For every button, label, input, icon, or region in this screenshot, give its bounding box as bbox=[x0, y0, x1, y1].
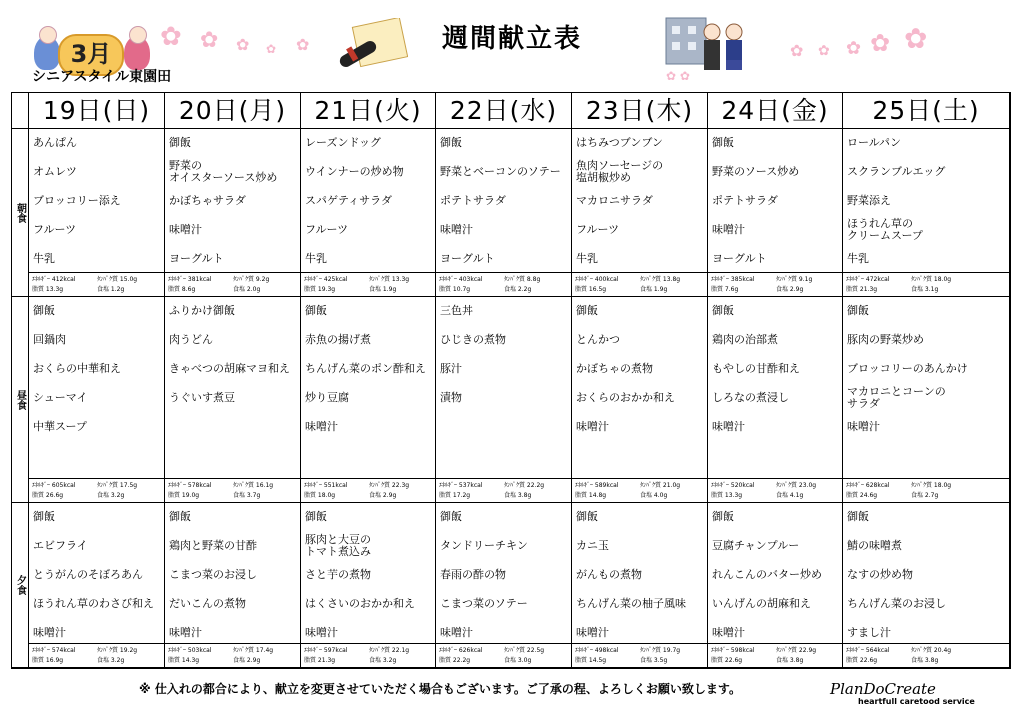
nutrition-info bbox=[436, 478, 571, 502]
nutrition-protein: ﾀﾝﾊﾟｸ質 17.4g bbox=[233, 647, 274, 654]
meal-label: 昼食 bbox=[12, 297, 29, 503]
menu-item: 牛乳 bbox=[576, 252, 598, 265]
menu-item: 御飯 bbox=[847, 304, 869, 317]
nutrition-energy: ｴﾈﾙｷﾞｰ 551kcal bbox=[304, 482, 348, 489]
menu-item: ちんげん菜の柚子風味 bbox=[576, 597, 686, 610]
nutrition-fat: 脂質 21.3g bbox=[846, 286, 878, 293]
menu-item: 御飯 bbox=[440, 510, 462, 523]
nutrition-protein: ﾀﾝﾊﾟｸ質 22.3g bbox=[369, 482, 410, 489]
menu-item: ヨーグルト bbox=[712, 252, 767, 265]
nutrition-salt: 食塩 3.8g bbox=[776, 657, 804, 664]
menu-item: 御飯 bbox=[305, 304, 327, 317]
month-label: 3月 bbox=[58, 34, 124, 76]
nutrition-salt: 食塩 1.2g bbox=[97, 286, 125, 293]
menu-item: ヨーグルト bbox=[169, 252, 224, 265]
menu-item: いんげんの胡麻和え bbox=[712, 597, 811, 610]
nutrition-info bbox=[436, 643, 571, 667]
nutrition-fat: 脂質 26.6g bbox=[32, 492, 64, 499]
nutrition-info bbox=[301, 478, 435, 502]
nutrition-protein: ﾀﾝﾊﾟｸ質 16.1g bbox=[233, 482, 274, 489]
nutrition-energy: ｴﾈﾙｷﾞｰ 425kcal bbox=[304, 276, 348, 283]
nutrition-energy: ｴﾈﾙｷﾞｰ 472kcal bbox=[846, 276, 890, 283]
menu-item: シューマイ bbox=[33, 391, 88, 404]
sakura-icon: ✿ bbox=[296, 35, 310, 54]
nutrition-energy: ｴﾈﾙｷﾞｰ 626kcal bbox=[439, 647, 483, 654]
nutrition-fat: 脂質 14.8g bbox=[575, 492, 607, 499]
menu-item: ほうれん草の クリームスープ bbox=[847, 217, 923, 242]
nutrition-protein: ﾀﾝﾊﾟｸ質 8.8g bbox=[504, 276, 541, 283]
nutrition-fat: 脂質 22.6g bbox=[846, 657, 878, 664]
menu-item: 御飯 bbox=[576, 510, 598, 523]
nutrition-fat: 脂質 17.2g bbox=[439, 492, 471, 499]
menu-cell bbox=[708, 129, 843, 297]
nutrition-info bbox=[708, 643, 842, 667]
sakura-icon: ✿ bbox=[904, 22, 928, 55]
nutrition-energy: ｴﾈﾙｷﾞｰ 385kcal bbox=[711, 276, 755, 283]
nutrition-fat: 脂質 14.5g bbox=[575, 657, 607, 664]
menu-cell bbox=[301, 129, 436, 297]
menu-item: ほうれん草のわさび和え bbox=[33, 597, 154, 610]
nutrition-info bbox=[843, 272, 1009, 296]
menu-item: 味噌汁 bbox=[576, 420, 609, 433]
nutrition-protein: ﾀﾝﾊﾟｸ質 22.5g bbox=[504, 647, 545, 654]
table-corner bbox=[12, 93, 29, 129]
menu-item: さと芋の煮物 bbox=[305, 568, 371, 581]
menu-item: 御飯 bbox=[712, 304, 734, 317]
menu-item: かぼちゃサラダ bbox=[169, 194, 246, 207]
day-header: 20日(月) bbox=[165, 93, 301, 129]
menu-item: 漬物 bbox=[440, 391, 462, 404]
nutrition-protein: ﾀﾝﾊﾟｸ質 13.8g bbox=[640, 276, 681, 283]
menu-item: ブロッコリーのあんかけ bbox=[847, 362, 968, 375]
nutrition-salt: 食塩 2.9g bbox=[776, 286, 804, 293]
nutrition-protein: ﾀﾝﾊﾟｸ質 21.0g bbox=[640, 482, 681, 489]
nutrition-energy: ｴﾈﾙｷﾞｰ 403kcal bbox=[439, 276, 483, 283]
nutrition-info bbox=[708, 478, 842, 502]
menu-item: 味噌汁 bbox=[305, 420, 338, 433]
menu-item: 赤魚の揚げ煮 bbox=[305, 333, 371, 346]
menu-item: ふりかけ御飯 bbox=[169, 304, 235, 317]
nutrition-protein: ﾀﾝﾊﾟｸ質 9.1g bbox=[776, 276, 813, 283]
nutrition-fat: 脂質 22.6g bbox=[711, 657, 743, 664]
nutrition-fat: 脂質 16.5g bbox=[575, 286, 607, 293]
menu-item: 御飯 bbox=[712, 510, 734, 523]
menu-item: なすの炒め物 bbox=[847, 568, 913, 581]
menu-item: 御飯 bbox=[169, 136, 191, 149]
nutrition-protein: ﾀﾝﾊﾟｸ質 23.0g bbox=[776, 482, 817, 489]
menu-cell bbox=[843, 129, 1010, 297]
menu-item: 御飯 bbox=[440, 136, 462, 149]
menu-item: 魚肉ソーセージの 塩胡椒炒め bbox=[576, 159, 664, 184]
nutrition-info bbox=[29, 272, 164, 296]
menu-item: あんぱん bbox=[33, 136, 77, 149]
menu-item: 豚肉と大豆の トマト煮込み bbox=[305, 533, 371, 558]
menu-cell bbox=[301, 297, 436, 503]
nutrition-protein: ﾀﾝﾊﾟｸ質 9.2g bbox=[233, 276, 270, 283]
sakura-icon: ✿ bbox=[790, 41, 804, 60]
nutrition-energy: ｴﾈﾙｷﾞｰ 589kcal bbox=[575, 482, 619, 489]
menu-item: フルーツ bbox=[33, 223, 77, 236]
nutrition-energy: ｴﾈﾙｷﾞｰ 578kcal bbox=[168, 482, 212, 489]
nutrition-salt: 食塩 3.8g bbox=[504, 492, 532, 499]
menu-item: 味噌汁 bbox=[712, 626, 745, 639]
sakura-icon: ✿ bbox=[200, 28, 219, 53]
menu-item: レーズンドッグ bbox=[305, 136, 382, 149]
nutrition-fat: 脂質 19.0g bbox=[168, 492, 200, 499]
nutrition-energy: ｴﾈﾙｷﾞｰ 400kcal bbox=[575, 276, 619, 283]
menu-cell bbox=[29, 503, 165, 668]
nutrition-info bbox=[572, 478, 707, 502]
menu-item: うぐいす煮豆 bbox=[169, 391, 235, 404]
menu-item: きゃべつの胡麻マヨ和え bbox=[169, 362, 290, 375]
menu-item: 牛乳 bbox=[33, 252, 55, 265]
menu-item: ブロッコリー添え bbox=[33, 194, 121, 207]
day-header: 23日(木) bbox=[572, 93, 708, 129]
menu-cell bbox=[165, 503, 301, 668]
menu-item: しろなの煮浸し bbox=[712, 391, 789, 404]
nutrition-protein: ﾀﾝﾊﾟｸ質 22.9g bbox=[776, 647, 817, 654]
menu-item: 御飯 bbox=[712, 136, 734, 149]
menu-item: 野菜の オイスターソース炒め bbox=[169, 159, 278, 184]
meal-label: 夕食 bbox=[12, 503, 29, 668]
nutrition-energy: ｴﾈﾙｷﾞｰ 412kcal bbox=[32, 276, 76, 283]
menu-cell bbox=[29, 129, 165, 297]
graduation-students-icon bbox=[662, 12, 752, 82]
menu-item: とんかつ bbox=[576, 333, 620, 346]
menu-cell bbox=[29, 297, 165, 503]
nutrition-info bbox=[301, 643, 435, 667]
sakura-icon: ✿ bbox=[846, 38, 862, 59]
menu-item: 御飯 bbox=[305, 510, 327, 523]
page-title: 週間献立表 bbox=[441, 24, 582, 54]
nutrition-fat: 脂質 8.6g bbox=[168, 286, 196, 293]
menu-item: とうがんのそぼろあん bbox=[33, 568, 143, 581]
menu-item: マカロニとコーンの サラダ bbox=[847, 385, 946, 410]
nutrition-fat: 脂質 18.0g bbox=[304, 492, 336, 499]
menu-item: 味噌汁 bbox=[440, 223, 473, 236]
menu-cell bbox=[708, 297, 843, 503]
menu-cell bbox=[165, 129, 301, 297]
nutrition-protein: ﾀﾝﾊﾟｸ質 13.3g bbox=[369, 276, 410, 283]
nutrition-energy: ｴﾈﾙｷﾞｰ 597kcal bbox=[304, 647, 348, 654]
nutrition-energy: ｴﾈﾙｷﾞｰ 598kcal bbox=[711, 647, 755, 654]
nutrition-protein: ﾀﾝﾊﾟｸ質 15.0g bbox=[97, 276, 138, 283]
nutrition-info bbox=[165, 643, 300, 667]
menu-item: こまつ菜のお浸し bbox=[169, 568, 257, 581]
menu-cell bbox=[436, 503, 572, 668]
menu-item: 豚肉の野菜炒め bbox=[847, 333, 924, 346]
day-header: 19日(日) bbox=[29, 93, 165, 129]
nutrition-energy: ｴﾈﾙｷﾞｰ 503kcal bbox=[168, 647, 212, 654]
nutrition-energy: ｴﾈﾙｷﾞｰ 574kcal bbox=[32, 647, 76, 654]
facility-name: シニアスタイル東園田 bbox=[32, 69, 172, 85]
menu-item: 御飯 bbox=[33, 510, 55, 523]
nutrition-fat: 脂質 16.9g bbox=[32, 657, 64, 664]
menu-item: 味噌汁 bbox=[847, 420, 880, 433]
nutrition-info bbox=[165, 478, 300, 502]
sakura-icon: ✿ bbox=[160, 22, 182, 52]
nutrition-salt: 食塩 3.8g bbox=[911, 657, 939, 664]
menu-item: おくらのおかか和え bbox=[576, 391, 675, 404]
nutrition-salt: 食塩 4.1g bbox=[776, 492, 804, 499]
nutrition-fat: 脂質 24.6g bbox=[846, 492, 878, 499]
menu-item: 中華スープ bbox=[33, 420, 87, 433]
menu-item: ポテトサラダ bbox=[712, 194, 778, 207]
menu-item: 野菜のソース炒め bbox=[712, 165, 800, 178]
nutrition-protein: ﾀﾝﾊﾟｸ質 18.0g bbox=[911, 276, 952, 283]
menu-item: 味噌汁 bbox=[712, 420, 745, 433]
menu-item: ウインナーの炒め物 bbox=[305, 165, 404, 178]
menu-item: ちんげん菜のポン酢和え bbox=[305, 362, 426, 375]
nutrition-protein: ﾀﾝﾊﾟｸ質 20.4g bbox=[911, 647, 952, 654]
day-header: 22日(水) bbox=[436, 93, 572, 129]
menu-item: 御飯 bbox=[576, 304, 598, 317]
menu-item: 味噌汁 bbox=[169, 626, 202, 639]
nutrition-info bbox=[301, 272, 435, 296]
menu-item: 味噌汁 bbox=[305, 626, 338, 639]
nutrition-protein: ﾀﾝﾊﾟｸ質 19.2g bbox=[97, 647, 138, 654]
menu-item: 味噌汁 bbox=[440, 626, 473, 639]
nutrition-protein: ﾀﾝﾊﾟｸ質 17.5g bbox=[97, 482, 138, 489]
nutrition-salt: 食塩 3.2g bbox=[97, 492, 125, 499]
menu-item: 炒り豆腐 bbox=[305, 391, 349, 404]
menu-item: 野菜とベーコンのソテー bbox=[440, 165, 561, 178]
menu-item: フルーツ bbox=[305, 223, 349, 236]
nutrition-fat: 脂質 7.6g bbox=[711, 286, 739, 293]
menu-item: フルーツ bbox=[576, 223, 620, 236]
menu-cell bbox=[572, 129, 708, 297]
nutrition-info bbox=[436, 272, 571, 296]
menu-item: エビフライ bbox=[33, 539, 88, 552]
menu-item: 豚汁 bbox=[440, 362, 462, 375]
menu-item: カニ玉 bbox=[576, 539, 609, 552]
page-header bbox=[0, 0, 1024, 92]
nutrition-protein: ﾀﾝﾊﾟｸ質 22.2g bbox=[504, 482, 545, 489]
sakura-icon: ✿ bbox=[870, 29, 891, 57]
menu-cell bbox=[436, 297, 572, 503]
nutrition-salt: 食塩 1.9g bbox=[369, 286, 397, 293]
menu-item: 味噌汁 bbox=[169, 223, 202, 236]
menu-item: すまし汁 bbox=[847, 626, 891, 639]
nutrition-energy: ｴﾈﾙｷﾞｰ 520kcal bbox=[711, 482, 755, 489]
menu-item: かぼちゃの煮物 bbox=[576, 362, 653, 375]
menu-item: こまつ菜のソテー bbox=[440, 597, 528, 610]
nutrition-energy: ｴﾈﾙｷﾞｰ 537kcal bbox=[439, 482, 483, 489]
nutrition-energy: ｴﾈﾙｷﾞｰ 605kcal bbox=[32, 482, 76, 489]
brand-logo: PlanDoCreate bbox=[830, 680, 936, 698]
menu-cell bbox=[165, 297, 301, 503]
menu-item: 牛乳 bbox=[847, 252, 869, 265]
nutrition-fat: 脂質 10.7g bbox=[439, 286, 471, 293]
sakura-icon: ✿ bbox=[266, 42, 277, 56]
nutrition-salt: 食塩 1.9g bbox=[640, 286, 668, 293]
nutrition-protein: ﾀﾝﾊﾟｸ質 22.1g bbox=[369, 647, 410, 654]
menu-item: 鶏肉と野菜の甘酢 bbox=[169, 539, 257, 552]
menu-item: 鯖の味噌煮 bbox=[847, 539, 902, 552]
menu-cell bbox=[301, 503, 436, 668]
nutrition-fat: 脂質 22.2g bbox=[439, 657, 471, 664]
nutrition-fat: 脂質 13.3g bbox=[32, 286, 64, 293]
nutrition-salt: 食塩 3.2g bbox=[369, 657, 397, 664]
nutrition-info bbox=[843, 643, 1009, 667]
menu-cell bbox=[843, 297, 1010, 503]
day-header: 24日(金) bbox=[708, 93, 843, 129]
menu-item: ポテトサラダ bbox=[440, 194, 506, 207]
nutrition-energy: ｴﾈﾙｷﾞｰ 628kcal bbox=[846, 482, 890, 489]
menu-item: 御飯 bbox=[33, 304, 55, 317]
nutrition-salt: 食塩 3.0g bbox=[504, 657, 532, 664]
menu-item: 牛乳 bbox=[305, 252, 327, 265]
menu-item: スパゲティサラダ bbox=[305, 194, 393, 207]
menu-item: 御飯 bbox=[847, 510, 869, 523]
menu-item: 三色丼 bbox=[440, 304, 473, 317]
day-header: 25日(土) bbox=[843, 93, 1010, 129]
day-header: 21日(火) bbox=[301, 93, 436, 129]
nutrition-protein: ﾀﾝﾊﾟｸ質 19.7g bbox=[640, 647, 681, 654]
menu-cell bbox=[843, 503, 1010, 668]
nutrition-salt: 食塩 3.2g bbox=[97, 657, 125, 664]
menu-item: 味噌汁 bbox=[33, 626, 66, 639]
nutrition-info bbox=[708, 272, 842, 296]
nutrition-info bbox=[572, 272, 707, 296]
menu-item: タンドリーチキン bbox=[440, 539, 528, 552]
nutrition-info bbox=[29, 478, 164, 502]
menu-item: スクランブルエッグ bbox=[847, 165, 946, 178]
menu-item: がんもの煮物 bbox=[576, 568, 642, 581]
nutrition-info bbox=[843, 478, 1009, 502]
nutrition-salt: 食塩 2.9g bbox=[233, 657, 261, 664]
nutrition-info bbox=[29, 643, 164, 667]
nutrition-info bbox=[165, 272, 300, 296]
nutrition-energy: ｴﾈﾙｷﾞｰ 498kcal bbox=[575, 647, 619, 654]
menu-item: 御飯 bbox=[169, 510, 191, 523]
menu-cell bbox=[572, 297, 708, 503]
brand-tagline: heartfull caretood service bbox=[858, 697, 975, 706]
nutrition-info bbox=[572, 643, 707, 667]
menu-item: 鶏肉の治部煮 bbox=[712, 333, 778, 346]
menu-cell bbox=[708, 503, 843, 668]
nutrition-salt: 食塩 3.1g bbox=[911, 286, 939, 293]
menu-item: マカロニサラダ bbox=[576, 194, 653, 207]
nutrition-salt: 食塩 2.0g bbox=[233, 286, 261, 293]
menu-item: はちみつブンブン bbox=[576, 136, 663, 149]
menu-cell bbox=[436, 129, 572, 297]
nutrition-energy: ｴﾈﾙｷﾞｰ 381kcal bbox=[168, 276, 212, 283]
menu-item: ロールパン bbox=[847, 136, 902, 149]
nutrition-energy: ｴﾈﾙｷﾞｰ 564kcal bbox=[846, 647, 890, 654]
menu-item: 回鍋肉 bbox=[33, 333, 66, 346]
menu-item: オムレツ bbox=[33, 165, 77, 178]
nutrition-protein: ﾀﾝﾊﾟｸ質 18.0g bbox=[911, 482, 952, 489]
sakura-icon: ✿ bbox=[818, 43, 830, 59]
nutrition-salt: 食塩 3.5g bbox=[640, 657, 668, 664]
menu-item: 春雨の酢の物 bbox=[440, 568, 506, 581]
nutrition-fat: 脂質 21.3g bbox=[304, 657, 336, 664]
nutrition-salt: 食塩 2.7g bbox=[911, 492, 939, 499]
menu-item: おくらの中華和え bbox=[33, 362, 121, 375]
menu-item: 肉うどん bbox=[169, 333, 213, 346]
footer-note: ※ 仕入れの都合により、献立を変更させていただく場合もございます。ご了承の程、よろしくお願い致します。 bbox=[139, 682, 741, 696]
nutrition-fat: 脂質 13.3g bbox=[711, 492, 743, 499]
menu-item: れんこんのバター炒め bbox=[712, 568, 822, 581]
menu-item: はくさいのおかか和え bbox=[305, 597, 415, 610]
nutrition-salt: 食塩 4.0g bbox=[640, 492, 668, 499]
nutrition-fat: 脂質 19.3g bbox=[304, 286, 336, 293]
menu-cell bbox=[572, 503, 708, 668]
menu-item: ちんげん菜のお浸し bbox=[847, 597, 946, 610]
menu-item: 味噌汁 bbox=[712, 223, 745, 236]
menu-item: 味噌汁 bbox=[576, 626, 609, 639]
meal-label: 朝食 bbox=[12, 129, 29, 297]
menu-item: だいこんの煮物 bbox=[169, 597, 246, 610]
nutrition-salt: 食塩 2.9g bbox=[369, 492, 397, 499]
nutrition-fat: 脂質 14.3g bbox=[168, 657, 200, 664]
menu-item: ヨーグルト bbox=[440, 252, 495, 265]
weekly-menu-table bbox=[11, 92, 1011, 669]
menu-item: ひじきの煮物 bbox=[440, 333, 506, 346]
svg-text:✿ ✿: ✿ ✿ bbox=[666, 69, 690, 82]
menu-item: もやしの甘酢和え bbox=[712, 362, 800, 375]
menu-item: 豆腐チャンプルー bbox=[712, 539, 800, 552]
nutrition-salt: 食塩 2.2g bbox=[504, 286, 532, 293]
sakura-icon: ✿ bbox=[236, 35, 250, 54]
nutrition-salt: 食塩 3.7g bbox=[233, 492, 261, 499]
menu-item: 野菜添え bbox=[847, 194, 891, 207]
